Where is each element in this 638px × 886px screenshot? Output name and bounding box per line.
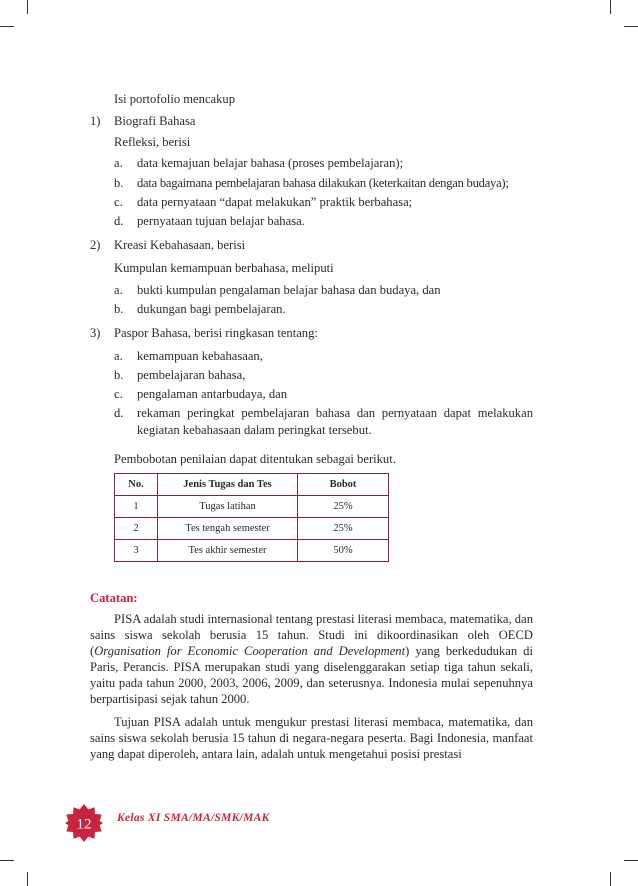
list-item: kemampuan kebahasaan, [137, 349, 263, 363]
list-item: data pernyataan “dapat melakukan” praktik berbahasa; [137, 195, 413, 209]
table-cell: 1 [115, 496, 158, 518]
list-item: pernyataan tujuan belajar bahasa. [137, 214, 305, 228]
page-number: 12 [76, 816, 92, 833]
intro-text: Isi portofolio mencakup [114, 92, 236, 106]
list-item: pembelajaran bahasa, [137, 368, 246, 382]
table-header-cell: Bobot [298, 474, 389, 496]
section-3-number: 3) [90, 326, 101, 340]
table-cell: 25% [298, 518, 389, 540]
crop-mark [610, 0, 611, 14]
table-header-cell: Jenis Tugas dan Tes [158, 474, 298, 496]
table-header-row [115, 474, 389, 496]
note-paragraph-2: Tujuan PISA adalah untuk mengukur prestasi literasi membaca, matematika, dan sains siswa sekolah berusia 15 tahun di negara-negara peserta. Bagi Indonesia, manfaat yang dapat diperoleh, antara lain, adalah untuk mengetahui posisi prestasi [90, 715, 533, 761]
list-label: a. [114, 349, 123, 363]
note-paragraph-1: PISA adalah studi internasional tentang prestasi literasi membaca, matematika, dan sains siswa sekolah berusia 15 tahun. Studi ini dikoordinasikan oleh OECD (Organisation for Economic Cooperation and Development) yang berkedudukan di Paris, Perancis. PISA merupakan studi yang diselenggarakan setiap tiga tahun sekali, yaitu pada tahun 2000, 2003, 2006, 2009, dan seterusnya. Indonesia mulai sepenuhnya berpartisipasi sejak tahun 2000. [90, 612, 533, 706]
list-label: a. [114, 283, 123, 297]
page-number-badge-icon [64, 803, 104, 843]
note-title: Catatan: [90, 591, 138, 605]
table-row [115, 496, 389, 518]
table-cell: Tugas latihan [158, 496, 298, 518]
list-label: c. [114, 387, 123, 401]
crop-mark [0, 860, 14, 861]
table-cell: Tes akhir semester [158, 540, 298, 562]
crop-mark [610, 872, 611, 886]
crop-mark [624, 860, 638, 861]
list-label: b. [114, 302, 124, 316]
list-label: d. [114, 214, 124, 228]
table-cell: 25% [298, 496, 389, 518]
section-2-number: 2) [90, 238, 101, 252]
section-3-title: Paspor Bahasa, berisi ringkasan tentang: [114, 326, 318, 340]
table-cell: Tes tengah semester [158, 518, 298, 540]
list-item: data bagaimana pembelajaran bahasa dilakukan (keterkaitan dengan budaya); [137, 176, 509, 190]
section-1-subtitle: Refleksi, berisi [114, 135, 191, 149]
table-row [115, 540, 389, 562]
weighting-intro: Pembobotan penilaian dapat ditentukan sebagai berikut. [114, 452, 396, 466]
section-2-title: Kreasi Kebahasaan, berisi [114, 238, 246, 252]
crop-mark [0, 26, 14, 27]
list-item: data kemajuan belajar bahasa (proses pembelajaran); [137, 156, 404, 170]
weighting-table [114, 473, 389, 562]
list-label: c. [114, 195, 123, 209]
section-1-number: 1) [90, 114, 101, 128]
table-row [115, 518, 389, 540]
list-item: dukungan bagi pembelajaran. [137, 302, 286, 316]
section-1-title: Biografi Bahasa [114, 114, 196, 128]
list-item: rekaman peringkat pembelajaran bahasa dan pernyataan dapat melakukan kegiatan kebahasaan dalam peringkat tersebut. [137, 406, 533, 437]
list-item: bukti kumpulan pengalaman belajar bahasa dan budaya, dan [137, 283, 441, 297]
crop-mark [27, 872, 28, 886]
table-cell: 3 [115, 540, 158, 562]
book-title: Kelas XI SMA/MA/SMK/MAK [117, 812, 270, 824]
list-label: a. [114, 156, 123, 170]
list-item: pengalaman antarbudaya, dan [137, 387, 288, 401]
table-cell: 2 [115, 518, 158, 540]
list-label: b. [114, 176, 124, 190]
list-label: d. [114, 406, 124, 420]
section-2-subtitle: Kumpulan kemampuan berbahasa, meliputi [114, 261, 334, 275]
table-header-cell: No. [115, 474, 158, 496]
crop-mark [624, 26, 638, 27]
list-label: b. [114, 368, 124, 382]
table-cell: 50% [298, 540, 389, 562]
crop-mark [27, 0, 28, 14]
